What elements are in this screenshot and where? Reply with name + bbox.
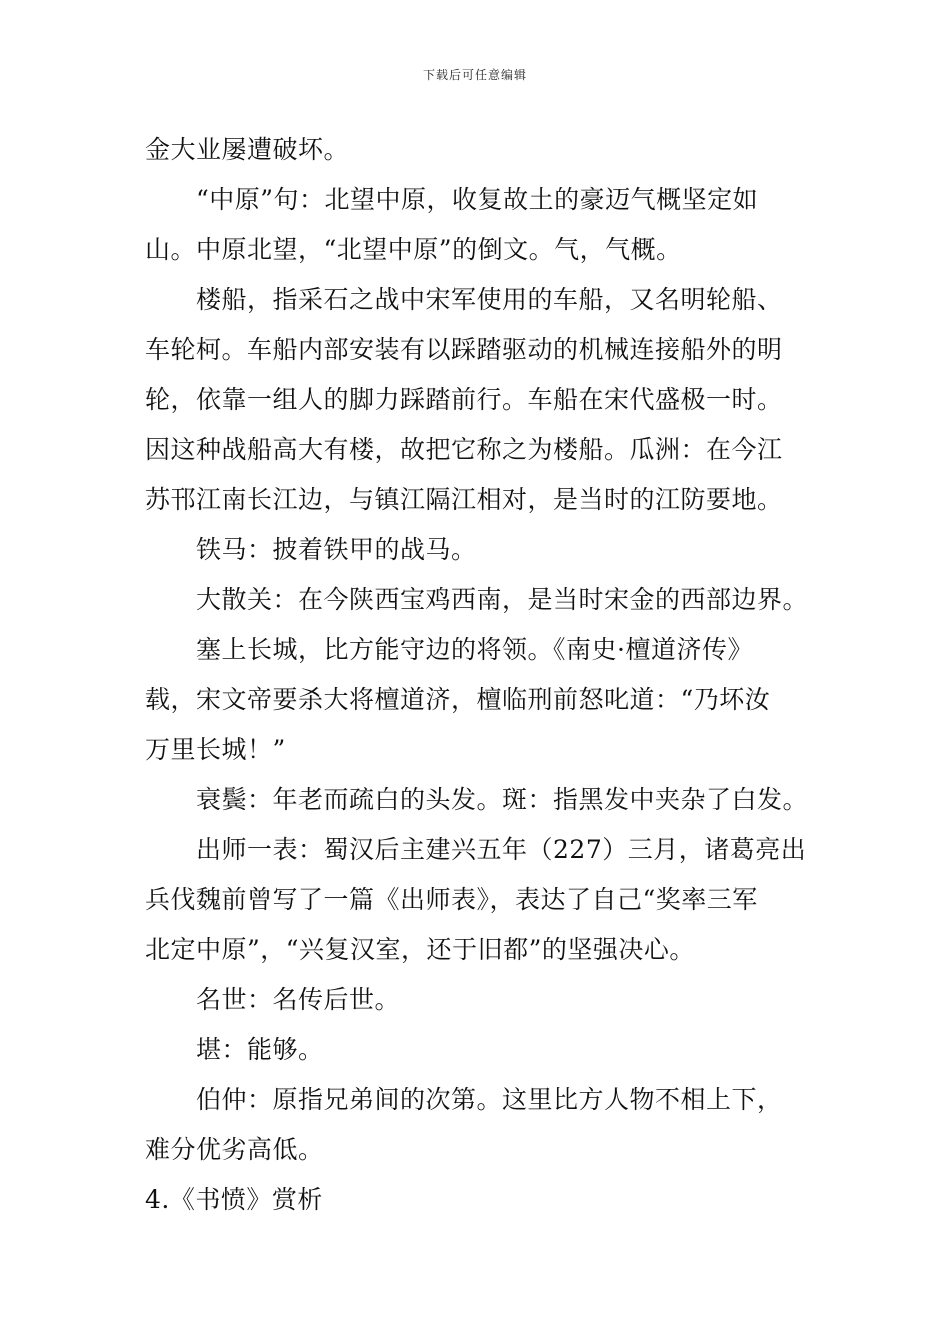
text-line: 伯仲：原指兄弟间的次第。这里比方人物不相上下，: [196, 1085, 783, 1114]
text-line: 出师一表：蜀汉后主建兴五年（227）三月，诸葛亮出: [196, 835, 807, 864]
section-heading: 4.《书愤》赏析: [145, 1185, 323, 1214]
text-line: 兵伐魏前曾写了一篇《出师表》，表达了自己“奖率三军: [145, 885, 758, 914]
text-line: 车轮柯。车船内部安装有以踩踏驱动的机械连接船外的明: [145, 335, 783, 364]
text-line: 难分优劣高低。: [145, 1135, 324, 1164]
text-line: 楼船，指采石之战中宋军使用的车船，又名明轮船、: [196, 285, 783, 314]
text-line: 苏邗江南长江边，与镇江隔江相对，是当时的江防要地。: [145, 485, 783, 514]
text-line: 名世：名传后世。: [196, 985, 401, 1014]
text-line: 因这种战船高大有楼，故把它称之为楼船。瓜洲：在今江: [145, 435, 783, 464]
text-line: 北定中原”，“兴复汉室，还于旧都”的坚强决心。: [145, 935, 695, 964]
text-line: 金大业屡遭破坏。: [145, 135, 350, 164]
page-header-note: 下载后可任意编辑: [422, 68, 527, 82]
text-line: “中原”句：北望中原，收复故土的豪迈气概坚定如: [196, 185, 759, 214]
text-line: 山。中原北望，“北望中原”的倒文。气，气概。: [145, 235, 682, 264]
text-line: 轮，依靠一组人的脚力踩踏前行。车船在宋代盛极一时。: [145, 385, 783, 414]
text-line: 堪：能够。: [196, 1035, 324, 1064]
text-line: 万里长城！”: [145, 735, 286, 764]
text-line: 大散关：在今陕西宝鸡西南，是当时宋金的西部边界。: [196, 585, 809, 614]
text-line: 铁马：披着铁甲的战马。: [196, 535, 477, 564]
document-body: [145, 130, 810, 1230]
text-line: 衰鬓：年老而疏白的头发。斑：指黑发中夹杂了白发。: [196, 785, 809, 814]
text-line: 塞上长城，比方能守边的将领。《南史·檀道济传》: [196, 635, 753, 664]
text-line: 载，宋文帝要杀大将檀道济，檀临刑前怒叱道：“乃坏汝: [145, 685, 771, 714]
